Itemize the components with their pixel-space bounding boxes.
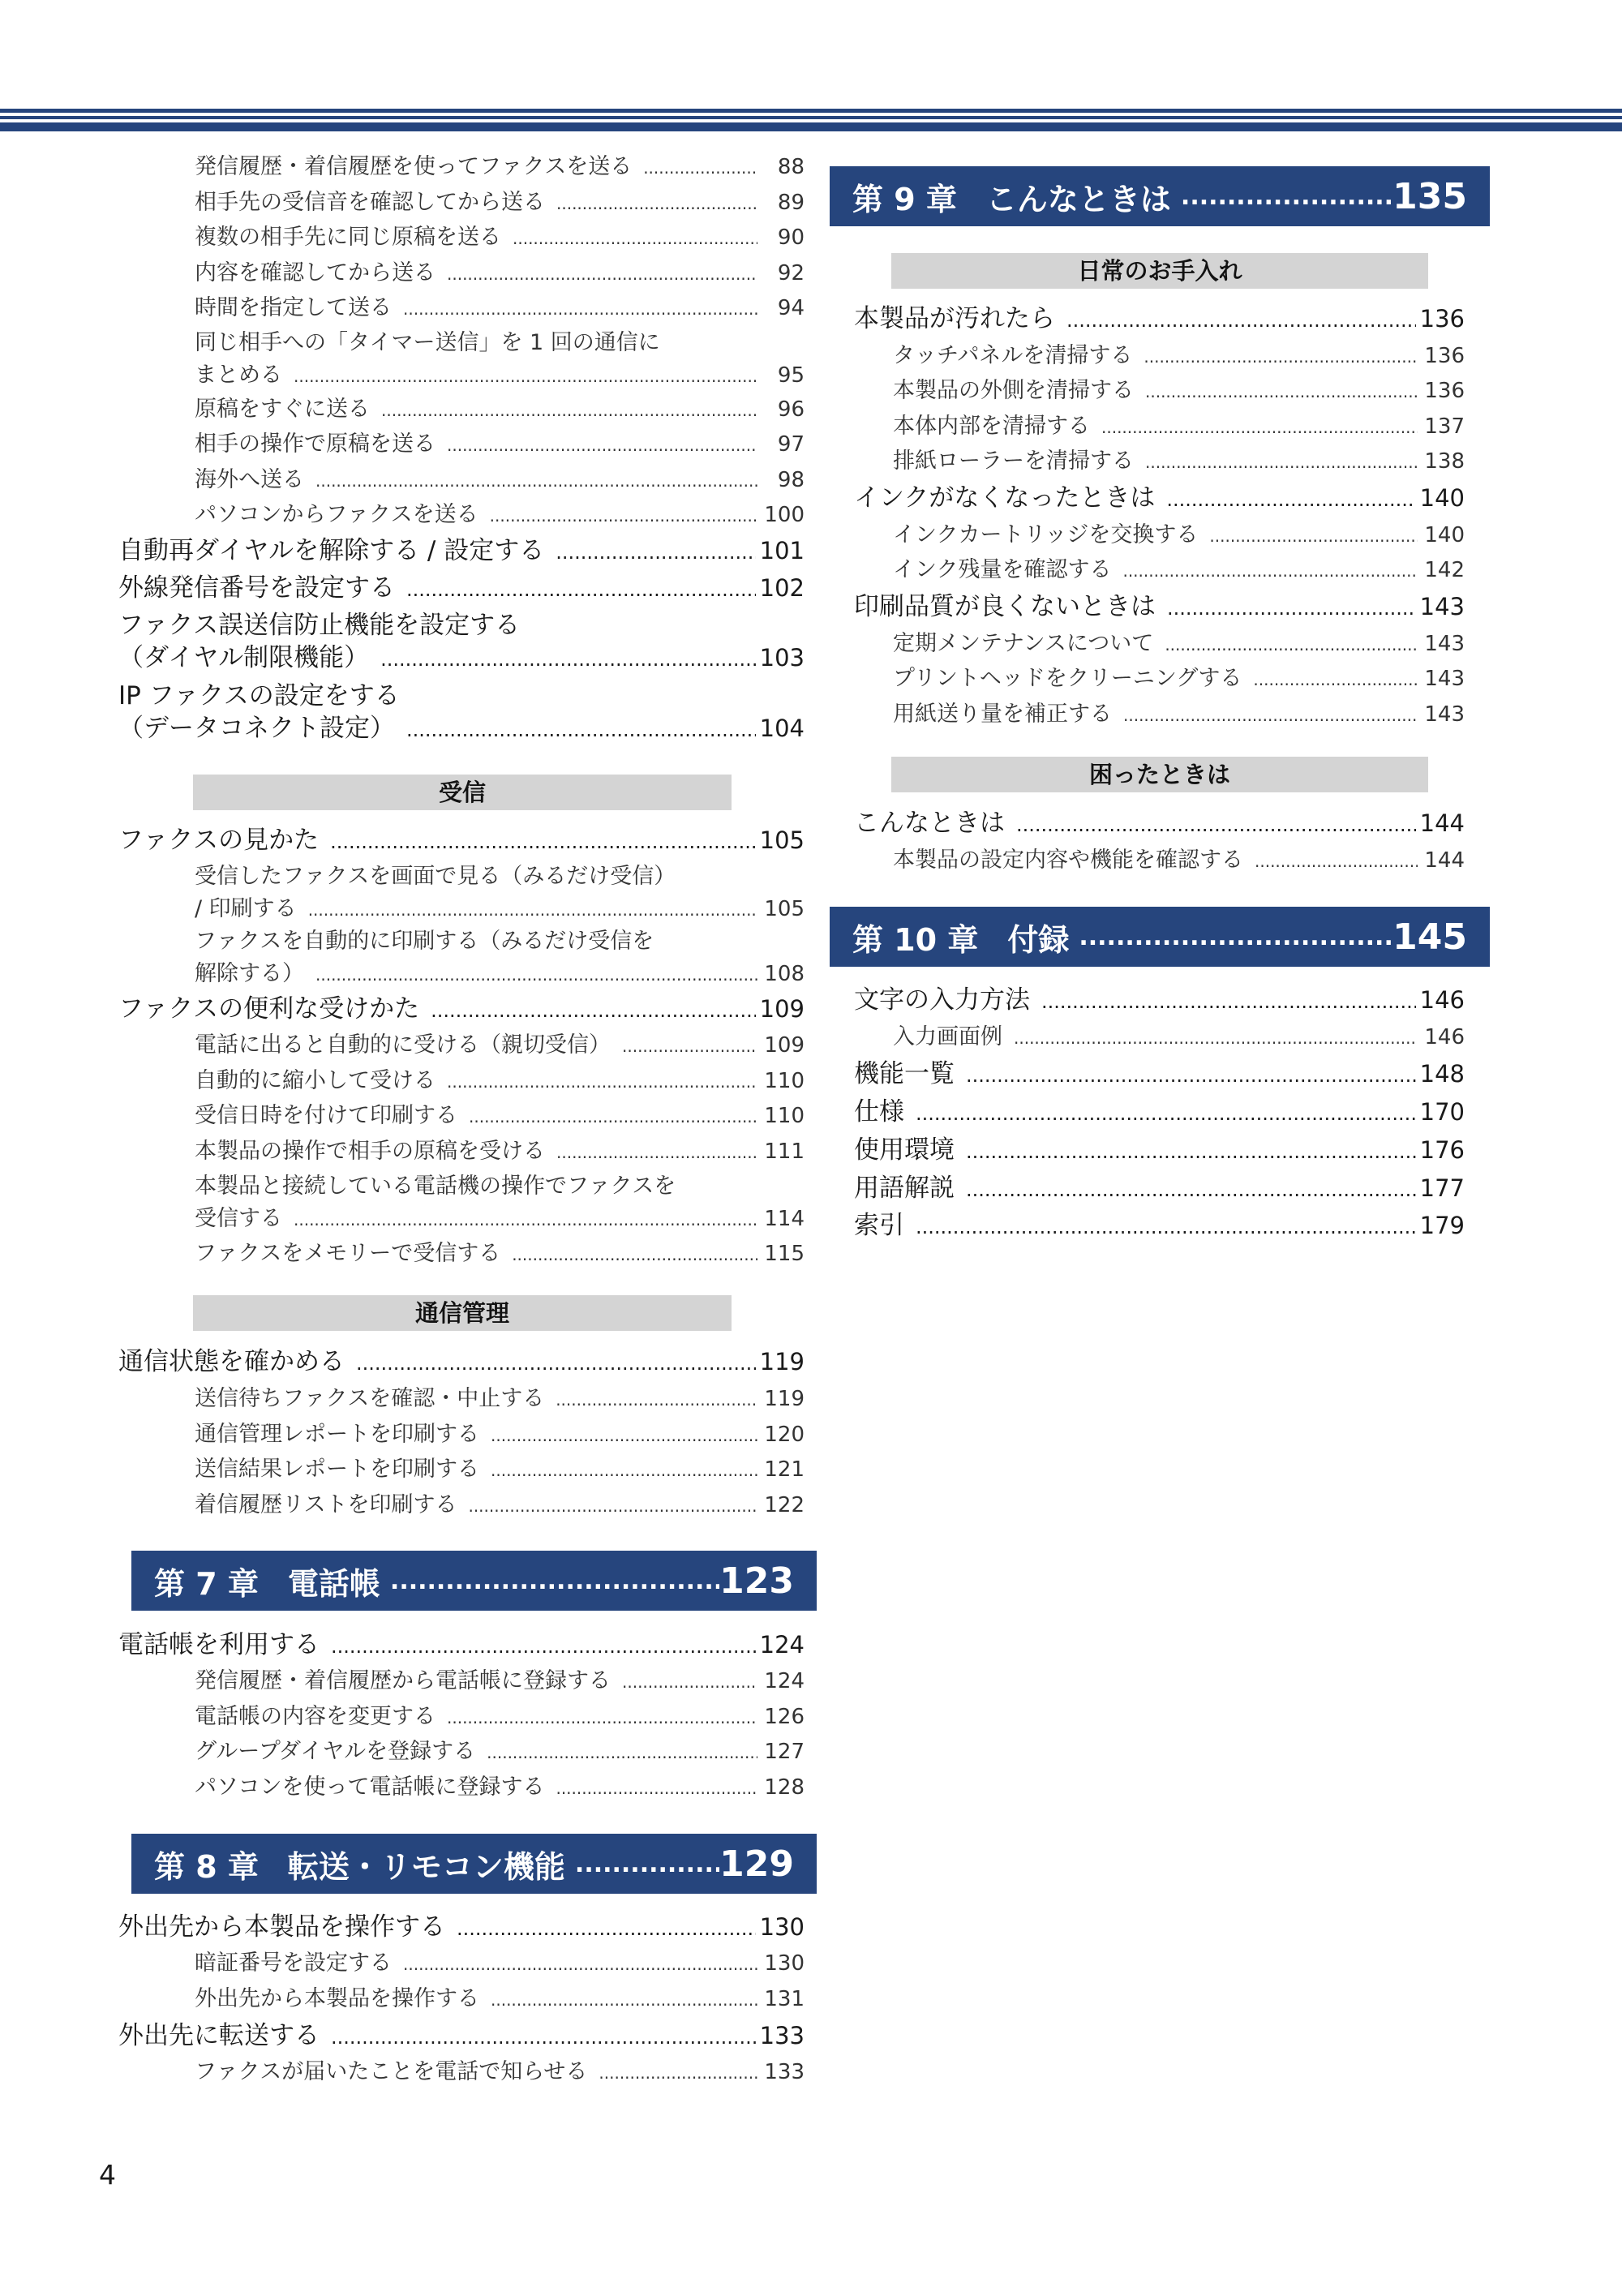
chapter-number: 第 10 章 (852, 921, 979, 958)
toc-main-entry[interactable] (118, 1345, 805, 1378)
toc-main-entry[interactable] (854, 1058, 1465, 1090)
toc-entry-page: 136 (1419, 305, 1465, 333)
toc-entry[interactable] (156, 221, 805, 254)
toc-entry-page: 88 (777, 155, 805, 179)
toc-entry-page: 108 (764, 962, 805, 986)
toc-entry-title: 入力画面例 (893, 1024, 1002, 1049)
toc-entry-page: 114 (764, 1207, 805, 1231)
toc-entry-page: 98 (777, 468, 805, 492)
toc-entry-page: 103 (759, 644, 805, 672)
toc-entry-title: 通信状態を確かめる (118, 1347, 345, 1376)
toc-entry-title: 複数の相手先に同じ原稿を送る (195, 225, 501, 250)
toc-main-entry[interactable] (854, 482, 1465, 514)
section-heading-comm: 通信管理 (193, 1295, 732, 1331)
toc-entry-page: 120 (764, 1423, 805, 1447)
toc-entry-page: 133 (759, 2022, 805, 2049)
toc-main-entry-wrapped[interactable] (118, 609, 805, 674)
toc-entry-title: 本製品が汚れたら (854, 304, 1055, 333)
dot-leader (406, 714, 756, 746)
toc-entry-page: 130 (759, 1913, 805, 1941)
section-heading-care: 日常のお手入れ (891, 253, 1428, 289)
toc-entry-page: 146 (1419, 986, 1465, 1014)
toc-entry-title: プリントヘッドをクリーニングする (893, 666, 1242, 691)
dot-leader (381, 394, 757, 427)
toc-entry-title: 本体内部を清掃する (893, 414, 1090, 439)
dot-leader (380, 643, 756, 676)
toc-entry-title-line1: 受信したファクスを画面で見る（みるだけ受信） (195, 864, 676, 889)
toc-entry[interactable] (156, 2056, 805, 2088)
toc-entry-title: 外線発信番号を設定する (118, 573, 395, 603)
dot-leader (916, 1097, 1416, 1130)
toc-entry-title: 発信履歴・着信履歴から電話帳に登録する (195, 1668, 611, 1693)
toc-entry-title: インクがなくなったときは (854, 483, 1156, 513)
toc-entry-title: 送信待ちファクスを確認・中止する (195, 1386, 545, 1411)
toc-entry[interactable] (156, 1029, 805, 1062)
toc-entry-page: 109 (759, 995, 805, 1023)
toc-main-entry[interactable] (854, 303, 1465, 335)
dot-leader (491, 1419, 757, 1452)
toc-entry[interactable] (156, 1771, 805, 1804)
toc-main-entry[interactable] (118, 534, 805, 567)
toc-entry-title: 相手の操作で原稿を送る (195, 431, 436, 457)
dot-leader (512, 1238, 757, 1271)
dot-leader (294, 360, 757, 393)
toc-main-entry[interactable] (118, 2019, 805, 2052)
dot-leader (1101, 411, 1418, 444)
toc-entry-title-line1: 本製品と接続している電話機の操作でファクスを (195, 1174, 676, 1199)
toc-entry-page: 142 (1424, 558, 1465, 582)
toc-entry-page: 101 (759, 537, 805, 564)
toc-entry-page: 131 (764, 1987, 805, 2011)
toc-entry-title: 本製品の外側を清掃する (893, 378, 1134, 403)
dot-leader (447, 1702, 757, 1734)
toc-entry-page: 122 (764, 1493, 805, 1517)
toc-entry-page: 143 (1424, 702, 1465, 727)
dot-leader (1041, 985, 1416, 1018)
toc-main-entry[interactable] (118, 1629, 805, 1661)
header-stripes (0, 109, 1622, 131)
toc-entry-line2 (118, 642, 805, 674)
toc-entry[interactable] (156, 1665, 805, 1697)
toc-entry-title: 用紙送り量を補正する (893, 702, 1112, 727)
chapter-page: 123 (719, 1560, 794, 1602)
toc-main-entry[interactable] (118, 1911, 805, 1943)
toc-entry[interactable] (156, 1701, 805, 1733)
dot-leader (575, 1850, 719, 1878)
toc-entry-title: 着信履歴リストを印刷する (195, 1492, 457, 1517)
toc-entry-title: ファクスの便利な受けかた (118, 994, 420, 1024)
chapter-page: 135 (1392, 175, 1467, 217)
dot-leader (622, 1030, 757, 1062)
toc-entry-title: タッチパネルを清掃する (893, 343, 1133, 368)
dot-leader (315, 465, 757, 497)
toc-entry[interactable] (854, 1021, 1465, 1054)
dot-leader (1166, 483, 1416, 516)
toc-entry-line2 (156, 958, 805, 990)
toc-entry-title: 用語解説 (854, 1174, 955, 1203)
dot-leader (1123, 699, 1418, 732)
chapter-title: こんなときは (985, 181, 1171, 217)
toc-entry-page: 143 (1424, 632, 1465, 656)
toc-entry-page: 104 (759, 715, 805, 742)
toc-entry-title-line2: まとめる (195, 363, 282, 388)
toc-entry[interactable] (854, 698, 1465, 731)
dot-leader (315, 959, 757, 991)
dot-leader (469, 1101, 757, 1133)
toc-entry-title: こんなときは (854, 809, 1005, 838)
toc-main-entry[interactable] (854, 1096, 1465, 1128)
toc-main-entry-wrapped[interactable] (118, 680, 805, 745)
dot-leader (490, 500, 757, 532)
dot-leader (513, 222, 757, 255)
toc-entry-page: 109 (764, 1033, 805, 1058)
dot-leader (468, 1490, 757, 1522)
toc-entry-line2 (156, 359, 805, 392)
toc-entry-page: 121 (764, 1457, 805, 1482)
toc-entry-page: 97 (777, 432, 805, 457)
toc-entry-title: 印刷品質が良くないときは (854, 592, 1156, 621)
toc-entry[interactable] (854, 844, 1465, 877)
toc-entry-line2 (156, 893, 805, 925)
toc-entry-title: 相手先の受信音を確認してから送る (195, 190, 545, 215)
toc-entry-page: 90 (777, 225, 805, 250)
chapter-title: 電話帳 (287, 1565, 380, 1602)
toc-entry-title-line1: ファクスを自動的に印刷する（みるだけ受信を (195, 929, 654, 954)
toc-entry-title: 内容を確認してから送る (195, 260, 436, 285)
dot-leader (1167, 592, 1416, 624)
toc-main-entry[interactable] (854, 1209, 1465, 1242)
toc-entry-title: グループダイヤルを登録する (195, 1739, 476, 1764)
toc-entry-title: 外出先から本製品を操作する (118, 1912, 445, 1942)
toc-entry-title: 受信日時を付けて印刷する (195, 1103, 457, 1128)
dot-leader (916, 1211, 1416, 1243)
toc-entry[interactable] (156, 1383, 805, 1415)
toc-entry-title: 電話帳を利用する (118, 1630, 320, 1659)
dot-leader (966, 1174, 1416, 1206)
dot-leader (556, 1772, 757, 1805)
toc-entry-title-line2: 解除する） (195, 961, 304, 986)
toc-main-entry[interactable] (854, 807, 1465, 839)
dot-leader (1145, 376, 1418, 408)
toc-entry-page: 170 (1419, 1098, 1465, 1126)
toc-entry-page: 119 (759, 1348, 805, 1375)
dot-leader (406, 573, 756, 606)
toc-entry-page: 137 (1424, 414, 1465, 439)
toc-entry-title: 電話に出ると自動的に受ける（親切受信） (195, 1032, 611, 1058)
toc-entry-page: 136 (1424, 344, 1465, 368)
dot-leader (1209, 520, 1418, 552)
dot-leader (487, 1736, 757, 1769)
toc-entry-title: 排紙ローラーを清掃する (893, 448, 1134, 474)
toc-entry[interactable] (854, 375, 1465, 407)
dot-leader (330, 826, 756, 858)
dot-leader (556, 1384, 757, 1416)
toc-entry-page: 124 (764, 1669, 805, 1693)
toc-entry-title: 自動再ダイヤルを解除する / 設定する (118, 536, 545, 565)
dot-leader (1144, 341, 1418, 373)
toc-entry-title: 海外へ送る (195, 467, 304, 492)
toc-entry[interactable] (156, 187, 805, 219)
dot-leader (294, 1204, 757, 1236)
toc-entry-page: 100 (764, 503, 805, 527)
toc-entry-page: 115 (764, 1242, 805, 1266)
toc-entry-page: 127 (764, 1740, 805, 1764)
dot-leader (1165, 629, 1418, 661)
chapter-number: 第 8 章 (154, 1848, 259, 1885)
toc-entry-title: インク残量を確認する (893, 557, 1112, 582)
toc-entry[interactable] (156, 1135, 805, 1168)
toc-entry[interactable] (156, 292, 805, 324)
chapter-banner-7[interactable] (131, 1551, 817, 1611)
toc-entry[interactable] (156, 499, 805, 531)
dot-leader (1016, 809, 1416, 841)
chapter-banner-10[interactable] (830, 907, 1490, 967)
dot-leader (1145, 446, 1418, 479)
toc-entry-page: 138 (1424, 449, 1465, 474)
toc-entry-title: 原稿をすぐに送る (195, 397, 370, 422)
dot-leader (556, 187, 757, 220)
toc-entry-page: 133 (764, 2060, 805, 2084)
toc-entry[interactable] (156, 151, 805, 183)
toc-entry-page: 89 (777, 191, 805, 215)
toc-entry-page: 95 (777, 363, 805, 388)
toc-entry-page: 105 (764, 897, 805, 921)
dot-leader (966, 1135, 1416, 1168)
toc-entry-title: インクカートリッジを交換する (893, 522, 1199, 547)
toc-entry[interactable] (156, 393, 805, 426)
toc-entry-title: 発信履歴・着信履歴を使ってファクスを送る (195, 154, 633, 179)
toc-entry-title: 使用環境 (854, 1135, 955, 1165)
toc-entry-page: 179 (1419, 1212, 1465, 1239)
toc-entry-wrapped[interactable] (156, 925, 805, 990)
toc-entry-title: 仕様 (854, 1097, 904, 1127)
toc-entry-title-line2: / 印刷する (195, 896, 297, 921)
dot-leader (491, 1454, 757, 1487)
dot-leader (403, 293, 757, 325)
toc-entry-title: ファクスの見かた (118, 826, 320, 855)
chapter-title: 付録 (1007, 921, 1070, 958)
dot-leader (1181, 182, 1392, 211)
toc-entry-page: 143 (1424, 667, 1465, 691)
toc-entry[interactable] (854, 663, 1465, 695)
toc-entry[interactable] (156, 1983, 805, 2015)
toc-entry-title: パソコンを使って電話帳に登録する (195, 1775, 545, 1800)
dot-leader (1253, 663, 1418, 696)
dot-leader (599, 2057, 757, 2089)
chapter-banner-8[interactable] (131, 1834, 817, 1894)
toc-main-entry[interactable] (854, 1172, 1465, 1204)
toc-main-entry[interactable] (854, 1134, 1465, 1166)
dot-leader (556, 536, 756, 569)
chapter-number: 第 7 章 (154, 1565, 259, 1602)
toc-entry-title: 本製品の設定内容や機能を確認する (893, 848, 1243, 873)
section-heading-trouble: 困ったときは (891, 757, 1428, 792)
toc-entry-wrapped[interactable] (156, 1170, 805, 1235)
toc-entry-page: 143 (1419, 593, 1465, 620)
toc-entry-line2 (156, 1203, 805, 1235)
toc-entry-page: 119 (764, 1387, 805, 1411)
toc-entry[interactable] (156, 1065, 805, 1097)
toc-entry-title-line2: 受信する (195, 1206, 282, 1231)
toc-entry-title: 索引 (854, 1211, 904, 1240)
dot-leader (447, 429, 757, 461)
toc-entry-page: 177 (1419, 1174, 1465, 1202)
dot-leader (356, 1347, 756, 1380)
dot-leader (491, 1984, 757, 2016)
toc-entry-page: 140 (1424, 523, 1465, 547)
toc-main-entry[interactable] (854, 984, 1465, 1016)
toc-entry-title: 時間を指定して送る (195, 295, 392, 320)
toc-entry[interactable] (156, 1453, 805, 1486)
toc-entry-title: 機能一覧 (854, 1059, 955, 1088)
toc-entry[interactable] (156, 1418, 805, 1451)
toc-entry-wrapped[interactable] (156, 860, 805, 925)
chapter-banner-9[interactable] (830, 166, 1490, 226)
dot-leader (1014, 1022, 1418, 1054)
toc-entry[interactable] (156, 1947, 805, 1980)
dot-leader (390, 1567, 719, 1595)
toc-entry[interactable] (854, 445, 1465, 478)
dot-leader (643, 152, 757, 184)
toc-entry-page: 148 (1419, 1060, 1465, 1088)
toc-entry[interactable] (156, 1736, 805, 1768)
dot-leader (1079, 923, 1392, 951)
chapter-number: 第 9 章 (852, 181, 957, 217)
toc-entry-title-line2: （ダイヤル制限機能） (118, 643, 370, 672)
toc-entry-line2 (118, 712, 805, 745)
dot-leader (1255, 845, 1418, 878)
toc-entry-page: 94 (777, 296, 805, 320)
dot-leader (447, 258, 757, 290)
toc-entry-page: 105 (759, 826, 805, 854)
section-heading-receive: 受信 (193, 775, 732, 810)
toc-entry-page: 126 (764, 1705, 805, 1729)
toc-entry-page: 92 (777, 261, 805, 285)
dot-leader (331, 1630, 756, 1663)
toc-entry[interactable] (854, 410, 1465, 443)
toc-entry-title: 外出先に転送する (118, 2021, 320, 2050)
toc-entry-page: 110 (764, 1104, 805, 1128)
toc-entry-title: 送信結果レポートを印刷する (195, 1457, 479, 1482)
dot-leader (1122, 555, 1418, 587)
toc-main-entry[interactable] (118, 572, 805, 604)
toc-main-entry[interactable] (118, 824, 805, 856)
toc-entry-title: 本製品の操作で相手の原稿を受ける (195, 1139, 545, 1164)
toc-entry[interactable] (156, 1489, 805, 1521)
toc-entry-title: ファクスが届いたことを電話で知らせる (195, 2059, 588, 2084)
toc-main-entry[interactable] (854, 590, 1465, 623)
toc-entry-page: 146 (1424, 1025, 1465, 1049)
toc-entry-page: 144 (1419, 809, 1465, 837)
page-number: 4 (99, 2159, 116, 2191)
toc-entry-page: 128 (764, 1775, 805, 1800)
toc-entry-title-line1: 同じ相手への「タイマー送信」を 1 回の通信に (195, 330, 660, 355)
toc-entry-page: 136 (1424, 379, 1465, 403)
toc-entry-page: 130 (764, 1951, 805, 1976)
toc-main-entry[interactable] (118, 993, 805, 1025)
toc-entry-title: 文字の入力方法 (854, 985, 1030, 1015)
dot-leader (966, 1059, 1416, 1092)
toc-entry[interactable] (854, 628, 1465, 660)
toc-entry-title: ファクスをメモリーで受信する (195, 1241, 501, 1266)
toc-entry[interactable] (156, 464, 805, 496)
dot-leader (403, 1948, 757, 1981)
toc-entry[interactable] (156, 257, 805, 290)
chapter-title: 転送・リモコン機能 (287, 1848, 565, 1885)
toc-entry-title: 自動的に縮小して受ける (195, 1068, 436, 1093)
dot-leader (1066, 304, 1416, 337)
toc-entry-page: 110 (764, 1069, 805, 1093)
toc-entry-title-line1: IP ファクスの設定をする (118, 681, 400, 710)
toc-entry[interactable] (854, 519, 1465, 551)
chapter-page: 145 (1392, 916, 1467, 958)
toc-entry[interactable] (156, 1100, 805, 1132)
toc-entry-wrapped[interactable] (156, 327, 805, 392)
dot-leader (556, 1136, 757, 1169)
toc-entry-title-line1: ファクス誤送信防止機能を設定する (118, 611, 521, 640)
toc-entry-title-line2: （データコネクト設定） (118, 714, 395, 743)
dot-leader (331, 2021, 756, 2054)
chapter-page: 129 (719, 1843, 794, 1885)
toc-entry-title: 暗証番号を設定する (195, 1951, 392, 1976)
toc-entry-page: 96 (777, 397, 805, 422)
toc-entry-page: 124 (759, 1631, 805, 1659)
toc-entry-page: 140 (1419, 484, 1465, 512)
dot-leader (431, 994, 756, 1027)
toc-entry[interactable] (156, 428, 805, 461)
toc-entry-title: 定期メンテナンスについて (893, 631, 1154, 656)
toc-entry-page: 176 (1419, 1136, 1465, 1164)
dot-leader (308, 894, 757, 926)
toc-entry-page: 144 (1424, 848, 1465, 873)
dot-leader (447, 1066, 757, 1098)
toc-entry[interactable] (156, 1238, 805, 1270)
dot-leader (622, 1666, 757, 1698)
toc-entry-title: 外出先から本製品を操作する (195, 1986, 479, 2011)
toc-entry-title: 通信管理レポートを印刷する (195, 1422, 479, 1447)
toc-entry-page: 102 (759, 574, 805, 602)
toc-entry[interactable] (854, 340, 1465, 372)
toc-entry-title: パソコンからファクスを送る (195, 502, 478, 527)
toc-entry-title: 電話帳の内容を変更する (195, 1704, 436, 1729)
toc-entry-page: 111 (764, 1139, 805, 1164)
toc-entry[interactable] (854, 554, 1465, 586)
dot-leader (457, 1912, 756, 1945)
